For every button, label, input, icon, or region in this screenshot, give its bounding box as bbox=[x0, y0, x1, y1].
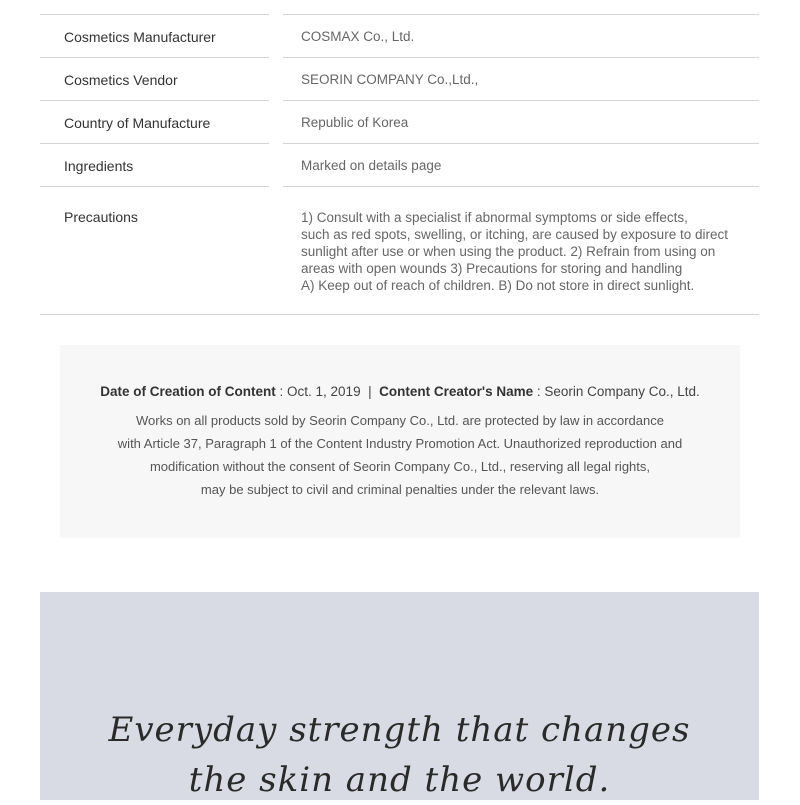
meta-separator: | bbox=[368, 384, 372, 399]
precautions-label: Precautions bbox=[64, 209, 138, 225]
brand-slogan bbox=[40, 705, 759, 805]
row-label: Country of Manufacture bbox=[64, 114, 211, 131]
precautions-line: sunlight after use or when using the product. 2) Refrain from using on bbox=[301, 244, 716, 259]
notice-line: may be subject to civil and criminal penalties under the relevant laws. bbox=[200, 482, 600, 497]
date-value: : Oct. 1, 2019 bbox=[279, 384, 361, 399]
row-value: Marked on details page bbox=[301, 158, 442, 173]
notice-line: Works on all products sold by Seorin Company Co., Ltd. are protected by law in accordance bbox=[136, 413, 664, 428]
table-row bbox=[40, 144, 759, 187]
notice-line: with Article 37, Paragraph 1 of the Content Industry Promotion Act. Unauthorized reproduction and bbox=[117, 436, 683, 451]
precautions-text bbox=[270, 187, 759, 315]
row-label: Cosmetics Manufacturer bbox=[64, 28, 216, 45]
brand-banner bbox=[40, 592, 759, 800]
precautions-line: such as red spots, swelling, or itching, are caused by exposure to direct bbox=[301, 227, 728, 242]
content-meta bbox=[60, 384, 740, 399]
precautions-line: 1) Consult with a specialist if abnormal symptoms or side effects, bbox=[301, 210, 688, 225]
date-label: Date of Creation of Content bbox=[100, 384, 276, 399]
notice-line: modification without the consent of Seorin Company Co., Ltd., reserving all legal rights, bbox=[149, 459, 651, 474]
table-row bbox=[40, 101, 759, 144]
precautions-line: A) Keep out of reach of children. B) Do not store in direct sunlight. bbox=[301, 278, 695, 293]
slogan-line-1: Everyday strength that changes bbox=[108, 710, 691, 750]
notice-body bbox=[60, 409, 740, 501]
copyright-notice bbox=[60, 345, 740, 538]
row-label: Cosmetics Vendor bbox=[64, 71, 178, 88]
table-row-partial bbox=[40, 0, 759, 15]
row-value: SEORIN COMPANY Co.,Ltd., bbox=[301, 72, 479, 87]
product-info-table bbox=[40, 0, 759, 315]
slogan-line-2: the skin and the world. bbox=[188, 760, 611, 800]
precautions-row bbox=[40, 187, 759, 315]
table-row bbox=[40, 15, 759, 58]
precautions-line: areas with open wounds 3) Precautions for storing and handling bbox=[301, 261, 683, 276]
row-value: COSMAX Co., Ltd. bbox=[301, 29, 415, 44]
creator-label: Content Creator's Name bbox=[379, 384, 534, 399]
table-row bbox=[40, 58, 759, 101]
row-label: Ingredients bbox=[64, 157, 134, 174]
row-value: Republic of Korea bbox=[301, 115, 409, 130]
creator-value: : Seorin Company Co., Ltd. bbox=[536, 384, 700, 399]
